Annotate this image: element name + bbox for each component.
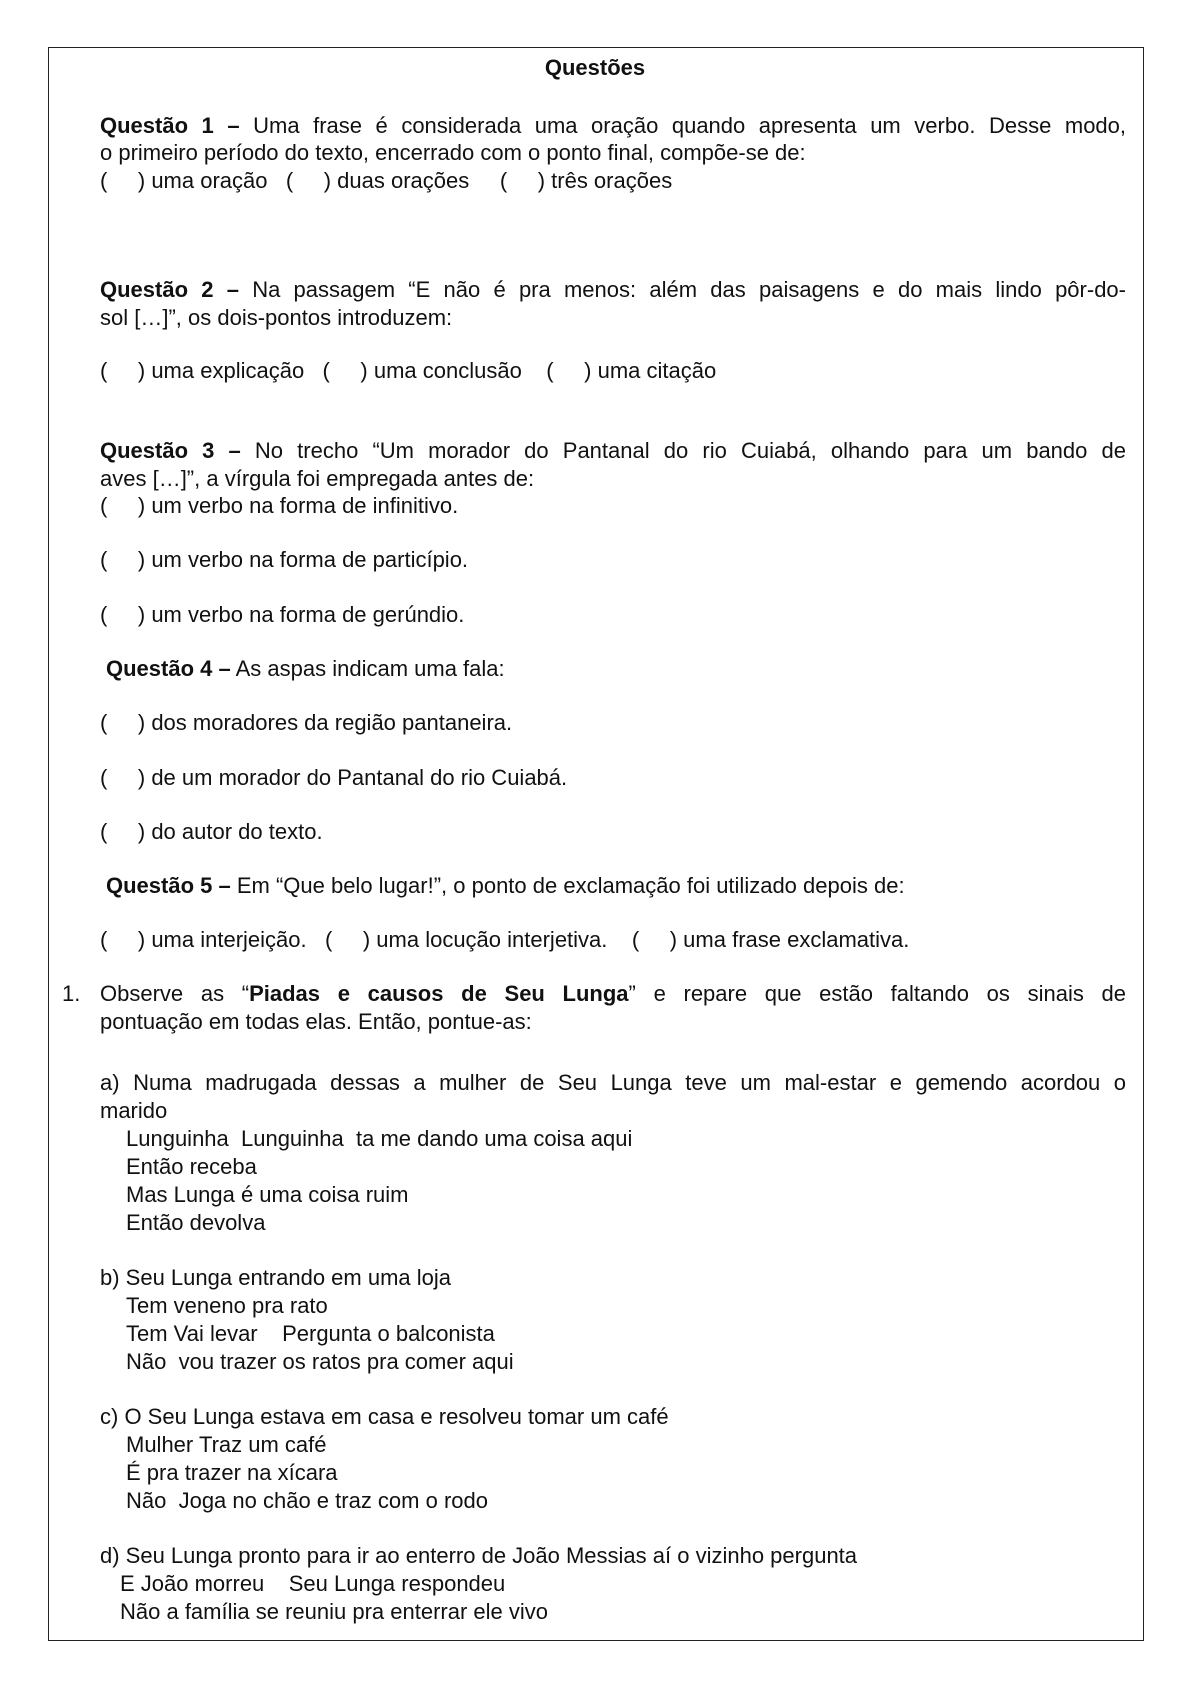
q3-option-2: ( ) um verbo na forma de particípio. bbox=[100, 547, 469, 572]
q4-option-3: ( ) do autor do texto. bbox=[100, 819, 323, 844]
q5-options: ( ) uma interjeição. ( ) uma locução interjetiva. ( ) uma frase exclamativa. bbox=[100, 927, 910, 952]
item-d-dialogue-1: E João morreu Seu Lunga respondeu bbox=[120, 1571, 506, 1596]
q2-line2: sol […]”, os dois-pontos introduzem: bbox=[100, 305, 453, 330]
q1-options: ( ) uma oração ( ) duas orações ( ) três orações bbox=[100, 168, 673, 193]
q2-options: ( ) uma explicação ( ) uma conclusão ( ) uma citação bbox=[100, 358, 717, 383]
item-d-dialogue-2: Não a família se reuniu pra enterrar ele vivo bbox=[120, 1599, 548, 1624]
q1-label: Questão 1 – bbox=[100, 113, 240, 138]
item-c-dialogue-2: É pra trazer na xícara bbox=[126, 1460, 338, 1485]
item-a-line1: a) Numa madrugada dessas a mulher de Seu Lunga teve um mal-estar e gemendo acordou o bbox=[100, 1070, 1126, 1095]
q1-line2: o primeiro período do texto, encerrado com o ponto final, compõe-se de: bbox=[100, 140, 806, 165]
item-c-dialogue-3: Não Joga no chão e traz com o rodo bbox=[126, 1488, 488, 1513]
item-b-dialogue-3: Não vou trazer os ratos pra comer aqui bbox=[126, 1349, 514, 1374]
page-title: Questões bbox=[544, 55, 646, 80]
item-c-dialogue-1: Mulher Traz um café bbox=[126, 1432, 327, 1457]
q4-option-1: ( ) dos moradores da região pantaneira. bbox=[100, 710, 513, 735]
item-a-dialogue-2: Então receba bbox=[126, 1154, 257, 1179]
q3-label: Questão 3 – bbox=[100, 438, 241, 463]
q1-line1: Questão 1 – Uma frase é considerada uma oração quando apresenta um verbo. Desse modo, bbox=[100, 113, 1127, 138]
q3-line1: Questão 3 – No trecho “Um morador do Pantanal do rio Cuiabá, olhando para um bando de bbox=[100, 438, 1126, 463]
q5-line1: Questão 5 – Em “Que belo lugar!”, o ponto de exclamação foi utilizado depois de: bbox=[106, 873, 905, 898]
q2-line1: Questão 2 – Na passagem “E não é pra menos: além das paisagens e do mais lindo pôr-do- bbox=[100, 277, 1126, 302]
q4-option-2: ( ) de um morador do Pantanal do rio Cuiabá. bbox=[100, 765, 568, 790]
exercise-title: Piadas e causos de Seu Lunga bbox=[249, 981, 629, 1006]
item-b-dialogue-1: Tem veneno pra rato bbox=[126, 1293, 328, 1318]
q5-label: Questão 5 – bbox=[106, 873, 231, 898]
exercise-intro-line2: pontuação em todas elas. Então, pontue-as: bbox=[100, 1009, 532, 1034]
item-a-dialogue-3: Mas Lunga é uma coisa ruim bbox=[126, 1182, 409, 1207]
exercise-intro-line1: Observe as “Piadas e causos de Seu Lunga” e repare que estão faltando os sinais de bbox=[100, 981, 1126, 1006]
item-a-dialogue-1: Lunguinha Lunguinha ta me dando uma coisa aqui bbox=[126, 1126, 633, 1151]
q3-line2: aves […]”, a vírgula foi empregada antes de: bbox=[100, 466, 535, 491]
item-d-line1: d) Seu Lunga pronto para ir ao enterro de João Messias aí o vizinho pergunta bbox=[100, 1543, 858, 1568]
q2-label: Questão 2 – bbox=[100, 277, 239, 302]
item-b-dialogue-2: Tem Vai levar Pergunta o balconista bbox=[126, 1321, 495, 1346]
item-b-line1: b) Seu Lunga entrando em uma loja bbox=[100, 1265, 452, 1290]
item-a-dialogue-4: Então devolva bbox=[126, 1210, 266, 1235]
q4-label: Questão 4 – bbox=[106, 656, 231, 681]
q4-line1: Questão 4 – As aspas indicam uma fala: bbox=[106, 656, 505, 681]
item-c-line1: c) O Seu Lunga estava em casa e resolveu tomar um café bbox=[100, 1404, 669, 1429]
q3-option-3: ( ) um verbo na forma de gerúndio. bbox=[100, 602, 465, 627]
q3-option-1: ( ) um verbo na forma de infinitivo. bbox=[100, 493, 459, 518]
item-a-line2: marido bbox=[100, 1098, 168, 1123]
exercise-number: 1. bbox=[62, 981, 81, 1006]
